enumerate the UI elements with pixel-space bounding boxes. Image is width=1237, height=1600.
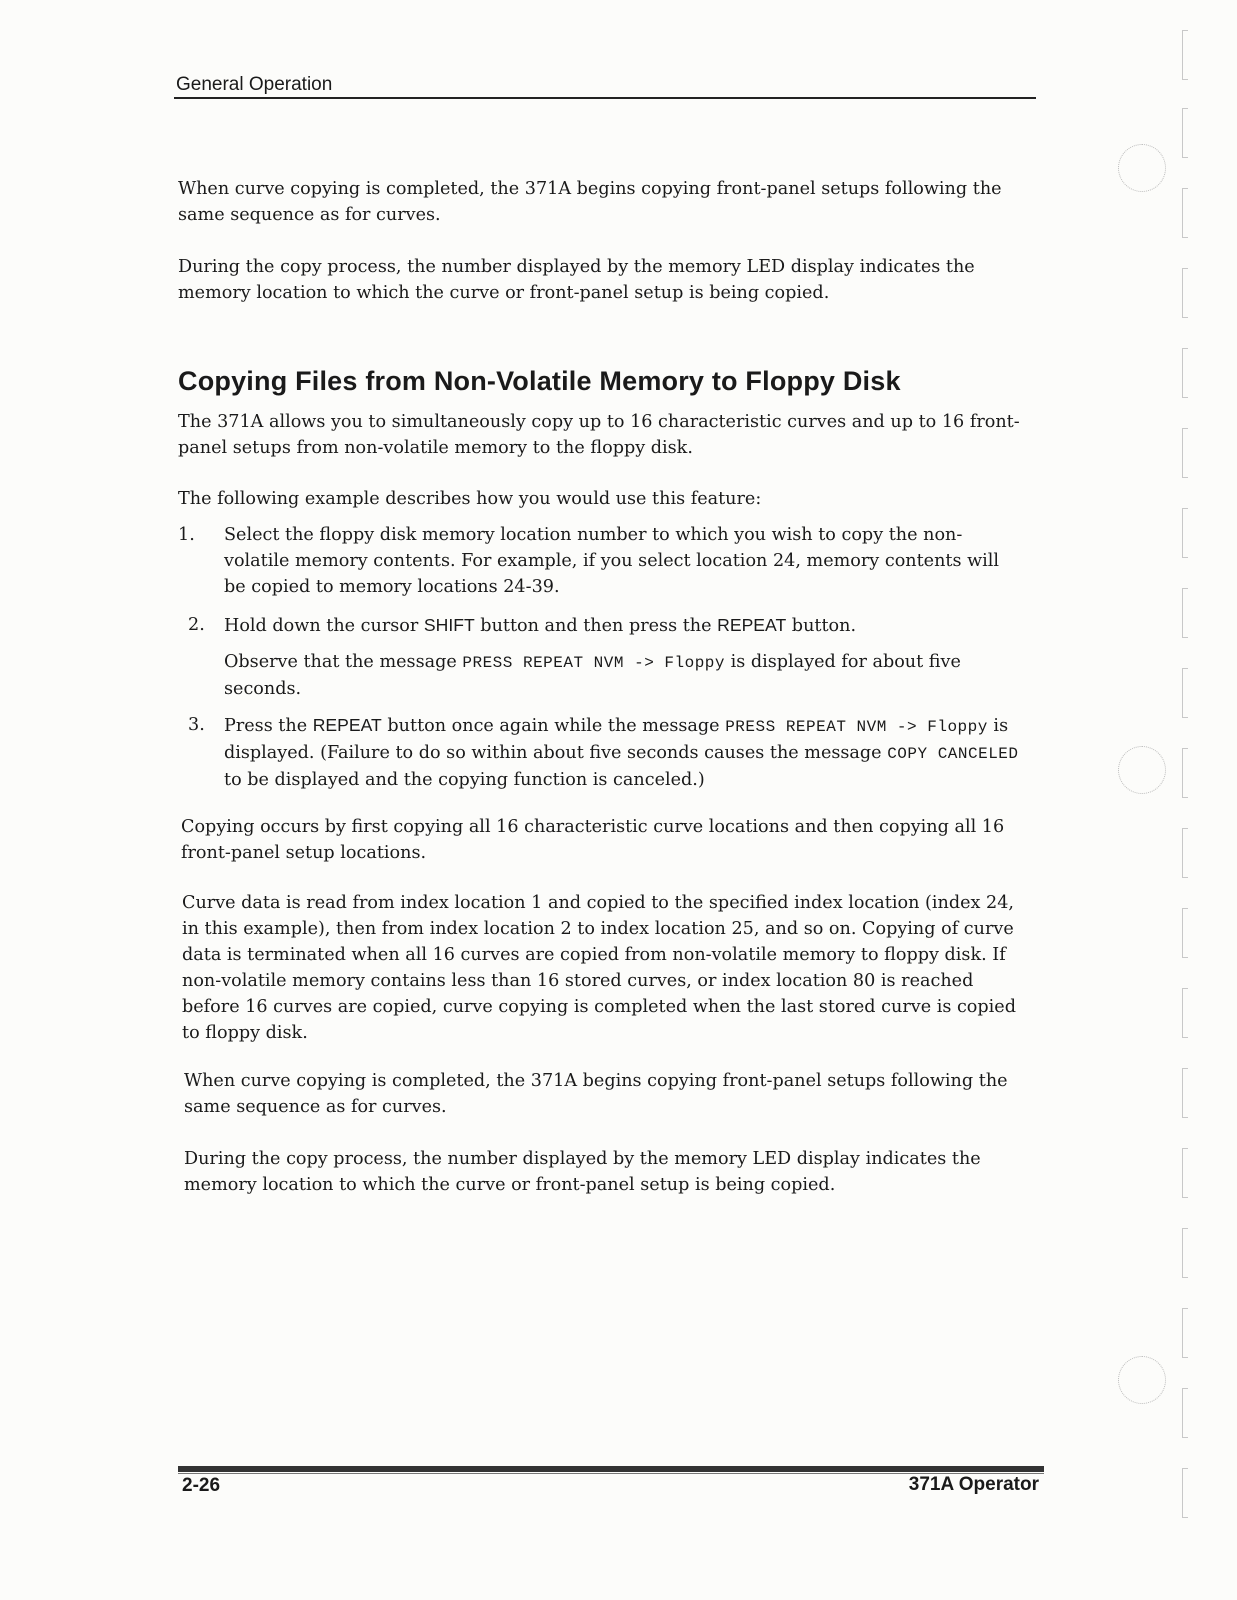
display-message: PRESS REPEAT NVM -> Floppy — [462, 654, 725, 672]
margin-bracket — [1182, 588, 1188, 638]
paragraph-front-panel-copy-2: When curve copying is completed, the 371A begins copying front-panel setups following the same sequence as for curves. — [184, 1071, 1008, 1117]
step-text-part: button once again while the message — [381, 716, 726, 736]
page-number: 2-26 — [182, 1475, 221, 1496]
paragraph-index-sequence: Curve data is read from index location 1 and copied to the specified index location (index 24, in this example), then from index location 2 to index location 25, and so on. Copying of curve data is terminated when all 16 curves are copied from non-volatile memory to floppy disk. If non-volatile memory contains less than 16 stored curves, or index location 80 is reached before 16 curves are copied, curve copying is completed when the last stored curve is copied to floppy disk. — [182, 893, 1016, 1043]
binder-hole — [1118, 746, 1166, 794]
margin-bracket — [1182, 428, 1188, 478]
margin-bracket — [1182, 268, 1188, 318]
running-header: General Operation — [176, 74, 333, 95]
paragraph-example-lead: The following example describes how you would use this feature: — [178, 489, 762, 509]
margin-bracket — [1182, 668, 1188, 718]
display-message: PRESS REPEAT NVM -> Floppy — [725, 718, 988, 736]
step-text-part: button and then press the — [474, 616, 718, 636]
header-rule — [174, 97, 1036, 99]
manual-title: 371A Operator — [908, 1474, 1039, 1495]
margin-bracket — [1182, 348, 1188, 398]
display-message-canceled: COPY CANCELED — [887, 745, 1019, 763]
margin-bracket — [1182, 828, 1188, 878]
step-number: 1. — [178, 525, 195, 545]
paragraph-front-panel-copy: When curve copying is completed, the 371A begins copying front-panel setups following the same sequence as for curves. — [178, 179, 1002, 225]
step-text-part: Hold down the cursor — [224, 616, 424, 636]
step-text-part: Press the — [224, 716, 313, 736]
key-repeat-label: REPEAT — [717, 615, 787, 635]
step-text-part: to be displayed and the copying function is canceled.) — [224, 770, 705, 790]
step-text-part: is displayed. (Failure to do so within about five seconds causes the message — [224, 716, 1009, 763]
margin-bracket — [1182, 1068, 1188, 1118]
step-text-part: Observe that the message — [224, 652, 463, 672]
margin-bracket — [1182, 748, 1188, 798]
step-number: 3. — [188, 715, 205, 735]
margin-bracket — [1182, 188, 1188, 238]
step-text: Select the floppy disk memory location number to which you wish to copy the non-volatile memory contents. For example, if you select location 24, memory contents will be copied to memory locations 24-39. — [224, 525, 1000, 597]
step-text-part: button. — [786, 616, 857, 636]
step-number: 2. — [188, 615, 205, 635]
margin-bracket — [1182, 508, 1188, 558]
paragraph-copy-order: Copying occurs by first copying all 16 characteristic curve locations and then copying all 16 front-panel setup locations. — [181, 817, 1005, 863]
step-text — [224, 612, 1024, 639]
paragraph-led-display: During the copy process, the number displayed by the memory LED display indicates the memory location to which the curve or front-panel setup is being copied. — [178, 257, 975, 303]
key-repeat-label: REPEAT — [312, 715, 382, 735]
key-shift-label: SHIFT — [423, 615, 475, 635]
footer-rule — [178, 1466, 1044, 1472]
section-heading: Copying Files from Non-Volatile Memory to Floppy Disk — [178, 366, 901, 396]
margin-bracket — [1182, 108, 1188, 158]
step-text-part: is displayed for about five seconds. — [224, 652, 961, 699]
paragraph-led-display-2: During the copy process, the number displayed by the memory LED display indicates the memory location to which the curve or front-panel setup is being copied. — [184, 1149, 981, 1195]
margin-bracket — [1182, 1308, 1188, 1358]
binder-hole — [1118, 1356, 1166, 1404]
paragraph-intro: The 371A allows you to simultaneously copy up to 16 characteristic curves and up to 16 front-panel setups from non-volatile memory to the floppy disk. — [178, 412, 1020, 458]
margin-bracket — [1182, 1388, 1188, 1438]
step-observe-text — [224, 649, 1024, 702]
step-text — [224, 712, 1024, 793]
binder-hole — [1118, 144, 1166, 192]
margin-bracket — [1182, 988, 1188, 1038]
margin-bracket — [1182, 1468, 1188, 1518]
margin-bracket — [1182, 1148, 1188, 1198]
margin-bracket — [1182, 30, 1188, 80]
margin-bracket — [1182, 1228, 1188, 1278]
margin-bracket — [1182, 908, 1188, 958]
